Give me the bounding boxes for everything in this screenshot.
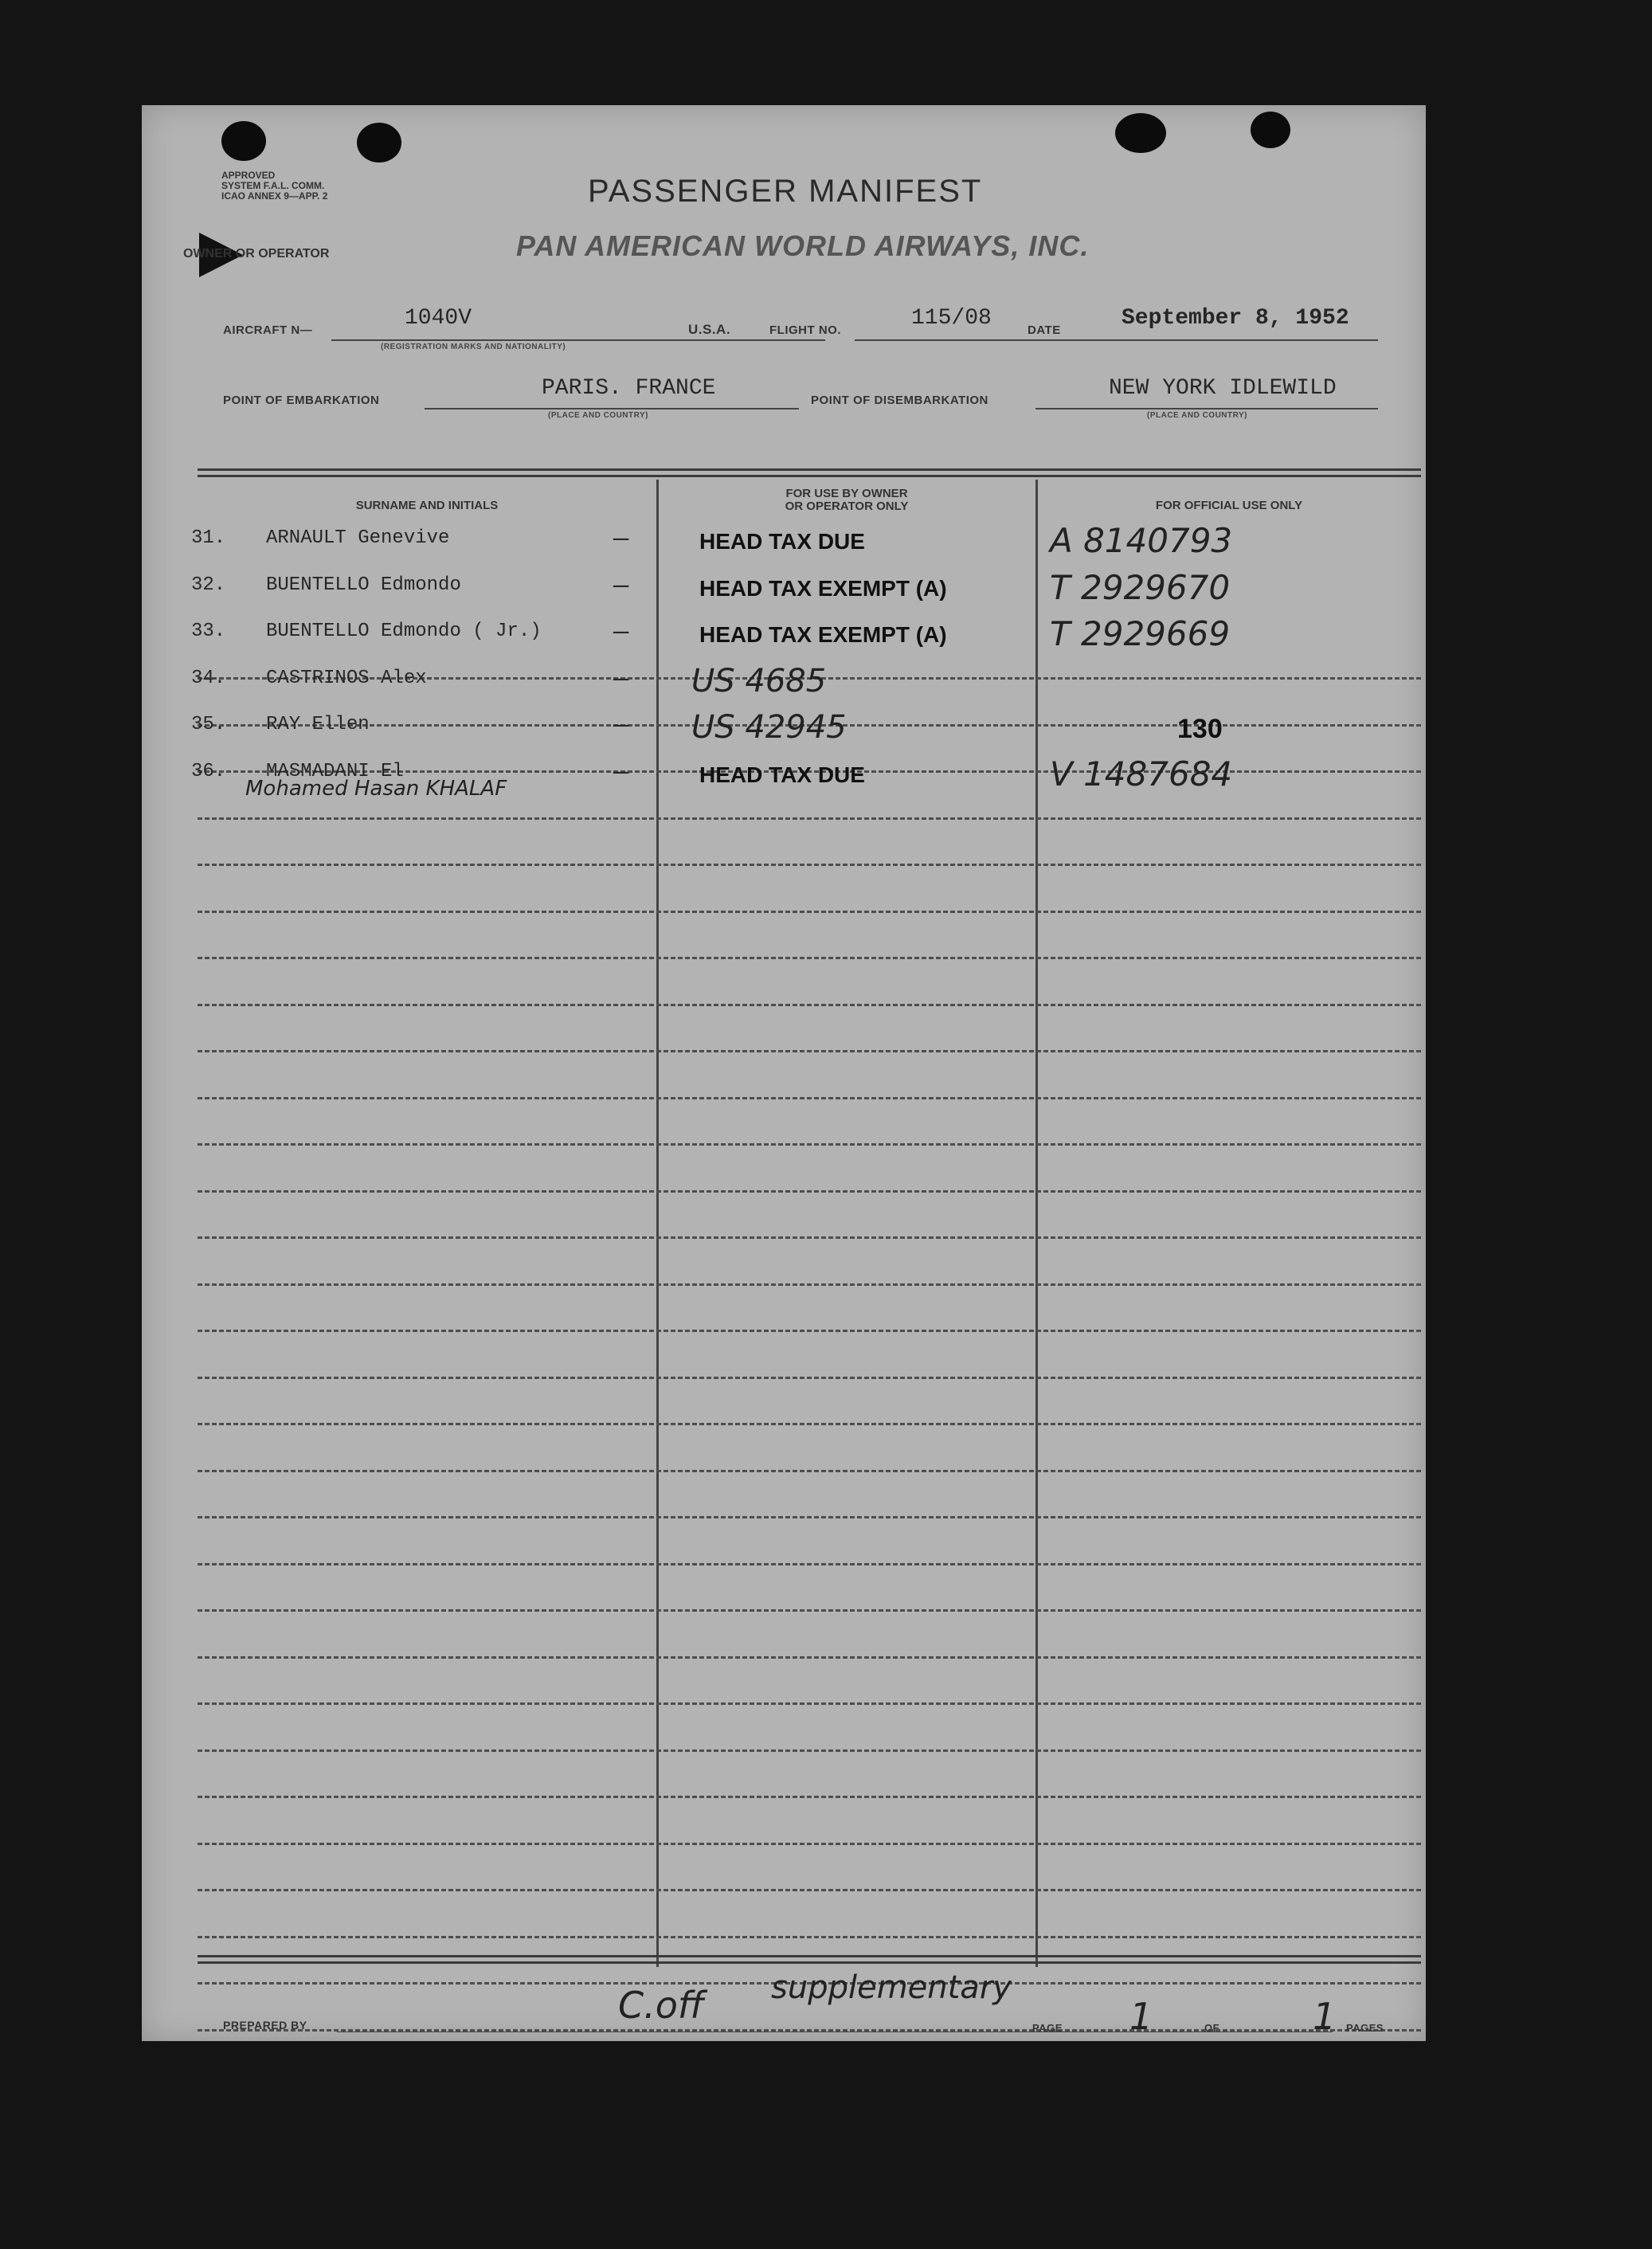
official-use-entry: A 8140793 xyxy=(1050,521,1233,560)
prepared-by-value: C.off xyxy=(618,1984,705,2027)
form-title: PASSENGER MANIFEST xyxy=(588,174,983,209)
col-header-surname: SURNAME AND INITIALS xyxy=(355,499,499,512)
table-row-rule xyxy=(198,1702,1421,1705)
date-underline xyxy=(1066,339,1378,341)
owner-operator-label: OWNER OR OPERATOR xyxy=(183,247,330,261)
passenger-number: 32. xyxy=(191,574,226,596)
flight-label: FLIGHT NO. xyxy=(769,323,841,337)
passenger-number: 33. xyxy=(191,621,226,642)
supplementary-note: supplementary xyxy=(771,1969,1012,2006)
embarkation-sublabel: (PLACE AND COUNTRY) xyxy=(548,411,648,420)
table-row-rule xyxy=(198,864,1421,866)
table-row-rule xyxy=(198,1656,1421,1659)
passenger-number: 35. xyxy=(191,714,226,735)
row-dash: — xyxy=(613,571,629,601)
date-value: September 8, 1952 xyxy=(1122,306,1349,331)
table-row-rule xyxy=(198,1190,1421,1193)
approval-line: APPROVED xyxy=(221,170,276,181)
aircraft-underline xyxy=(331,339,825,341)
punch-hole-left-1 xyxy=(221,121,266,161)
col-header-official: FOR OFFICIAL USE ONLY xyxy=(1155,499,1303,512)
passenger-number: 34. xyxy=(191,668,226,689)
table-row-rule xyxy=(198,1330,1421,1332)
usa-label: U.S.A. xyxy=(688,322,731,337)
passenger-name: BUENTELLO Edmondo ( Jr.) xyxy=(266,621,542,642)
aircraft-value: 1040V xyxy=(405,306,472,331)
table-row-rule xyxy=(198,1936,1421,1938)
table-row-rule xyxy=(198,1097,1421,1099)
table-row-rule xyxy=(198,1749,1421,1752)
table-row-rule xyxy=(198,1563,1421,1565)
official-use-entry: 130 xyxy=(1177,714,1223,744)
table-row-rule xyxy=(198,817,1421,820)
owner-use-entry: HEAD TAX EXEMPT (A) xyxy=(699,622,947,647)
approval-notice xyxy=(221,170,327,202)
table-row-rule xyxy=(198,1843,1421,1845)
owner-use-entry: HEAD TAX DUE xyxy=(699,762,865,787)
table-row-rule xyxy=(198,1470,1421,1472)
table-row-rule xyxy=(198,911,1421,913)
disembarkation-label: POINT OF DISEMBARKATION xyxy=(811,394,988,407)
row-dash: — xyxy=(613,711,629,740)
table-row-rule xyxy=(198,1889,1421,1891)
punch-hole-right-1 xyxy=(1115,113,1166,153)
passenger-name: ARNAULT Genevive xyxy=(266,527,450,549)
table-row-rule xyxy=(198,1423,1421,1425)
flight-value: 115/08 xyxy=(911,306,992,331)
owner-use-entry: US 42945 xyxy=(691,709,847,746)
date-label: DATE xyxy=(1028,323,1061,337)
aircraft-label: AIRCRAFT N— xyxy=(223,323,313,337)
official-use-entry: T 2929670 xyxy=(1050,568,1231,607)
table-row-rule xyxy=(198,1377,1421,1379)
table-row-rule xyxy=(198,1516,1421,1518)
col-header-owner-line2: OR OPERATOR ONLY xyxy=(785,500,909,513)
table-top-rule xyxy=(198,468,1421,477)
approval-line: SYSTEM F.A.L. COMM. xyxy=(221,180,325,191)
of-value: 1 xyxy=(1313,1995,1337,2038)
page-label: PAGE xyxy=(1032,2022,1063,2034)
approval-line: ICAO ANNEX 9—APP. 2 xyxy=(221,190,328,202)
passenger-number: 31. xyxy=(191,527,226,549)
prepared-by-label: PREPARED BY xyxy=(223,2019,307,2032)
of-label: OF xyxy=(1204,2022,1220,2034)
embarkation-underline xyxy=(425,408,799,409)
owner-use-entry: HEAD TAX EXEMPT (A) xyxy=(699,576,947,601)
table-row-rule xyxy=(198,1050,1421,1052)
table-row-rule xyxy=(198,1143,1421,1146)
embarkation-label: POINT OF EMBARKATION xyxy=(223,394,380,407)
column-divider-1 xyxy=(656,480,659,1967)
passenger-name: CASTRINOS Alex xyxy=(266,668,427,689)
manifest-page xyxy=(142,105,1426,2041)
passenger-name-handwritten: Mohamed Hasan KHALAF xyxy=(245,777,507,801)
punch-hole-left-2 xyxy=(357,123,401,163)
pages-label: PAGES xyxy=(1346,2022,1384,2034)
passenger-name: MASMADANI El xyxy=(266,761,404,782)
table-row-rule xyxy=(198,1004,1421,1006)
punch-hole-right-2 xyxy=(1251,112,1290,148)
table-bottom-rule xyxy=(198,1955,1421,1964)
table-row-rule xyxy=(198,1283,1421,1286)
row-dash: — xyxy=(613,617,629,647)
airline-name: PAN AMERICAN WORLD AIRWAYS, INC. xyxy=(516,229,1090,262)
official-use-entry: V 1487684 xyxy=(1050,754,1233,793)
table-row-rule xyxy=(198,957,1421,959)
owner-use-entry: HEAD TAX DUE xyxy=(699,529,865,554)
owner-use-entry: US 4685 xyxy=(691,663,827,699)
passenger-name: BUENTELLO Edmondo xyxy=(266,574,461,596)
table-row-rule xyxy=(198,1796,1421,1798)
row-dash: — xyxy=(613,664,629,694)
embarkation-value: PARIS. FRANCE xyxy=(542,376,716,401)
page-value: 1 xyxy=(1129,1995,1153,2038)
row-dash: — xyxy=(613,524,629,554)
column-divider-2 xyxy=(1035,480,1038,1967)
disembarkation-sublabel: (PLACE AND COUNTRY) xyxy=(1147,411,1247,420)
col-header-owner xyxy=(658,488,1035,513)
row-dash: — xyxy=(613,758,629,787)
official-use-entry: T 2929669 xyxy=(1050,614,1231,653)
disembarkation-underline xyxy=(1035,408,1378,409)
table-row-rule xyxy=(198,1609,1421,1612)
disembarkation-value: NEW YORK IDLEWILD xyxy=(1109,376,1337,401)
table-row-rule xyxy=(198,1236,1421,1239)
passenger-name: RAY Ellen xyxy=(266,714,370,735)
col-header-owner-line1: FOR USE BY OWNER xyxy=(785,487,908,500)
registration-sublabel: (REGISTRATION MARKS AND NATIONALITY) xyxy=(381,343,566,351)
passenger-number: 36. xyxy=(191,761,226,782)
